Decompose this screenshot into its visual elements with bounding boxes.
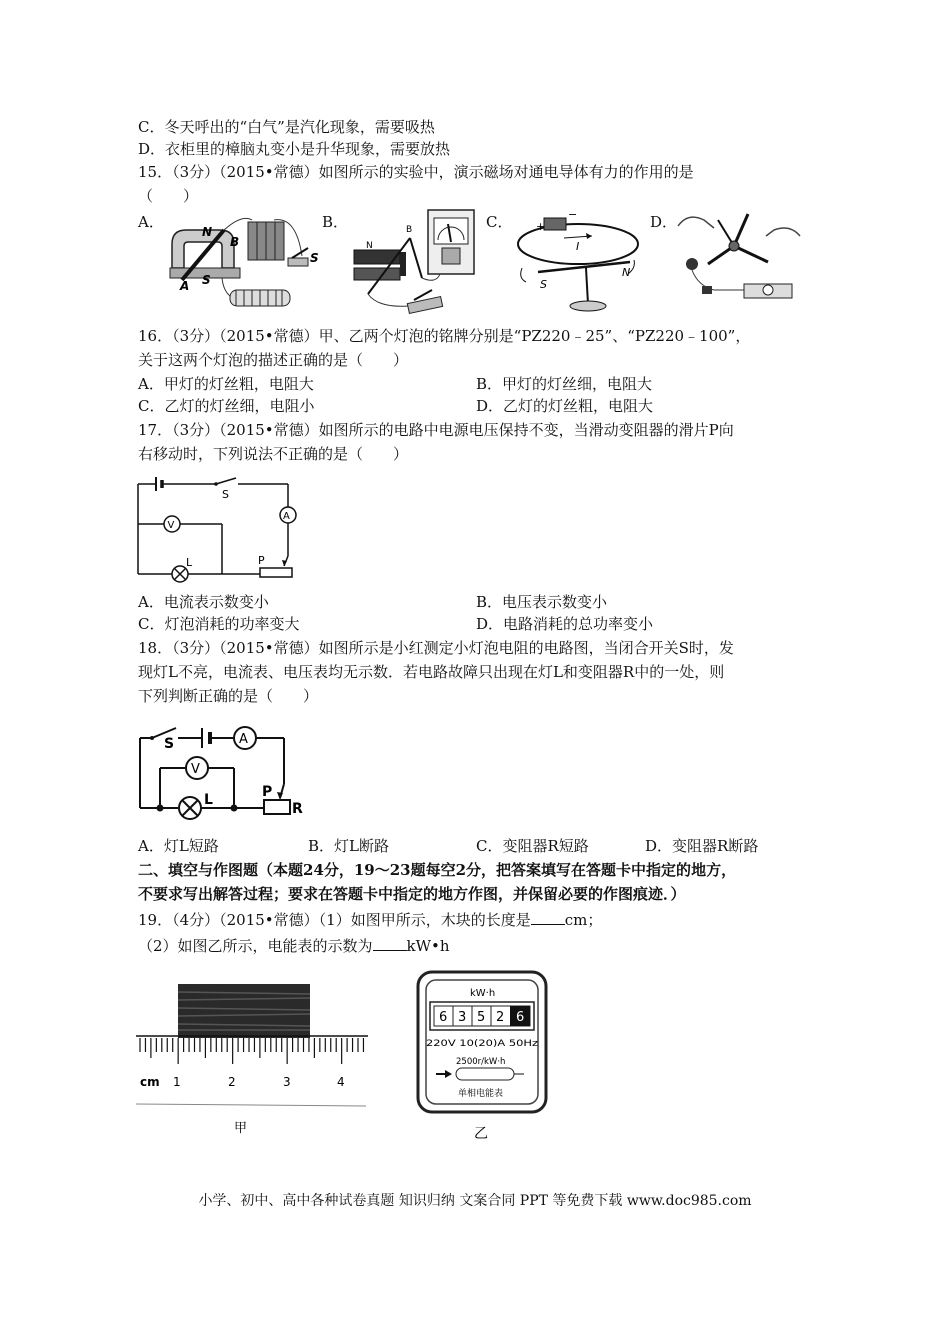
q15-stem: 15．（3分）（2015•常德）如图所示的实验中，演示磁场对通电导体有力的作用的是 [138,163,694,181]
q18-option-b: B．灯L断路 [308,837,389,855]
q14-option-d: D．衣柜里的樟脑丸变小是升华现象，需要放热 [138,140,451,158]
q18-stem-line2: 现灯L不亮，电流表、电压表均无示数．若电路故障只出现在灯L和变阻器R中的一处，则 [138,663,725,681]
q18-option-c: C．变阻器R短路 [476,837,589,855]
q17-option-c: C．灯泡消耗的功率变大 [138,615,300,633]
fig15a-s: S [202,273,211,287]
q18-option-d: D．变阻器R断路 [645,837,759,855]
ruler-unit-label: cm [140,1075,160,1089]
fig15a-b: B [230,235,240,249]
ruler-tick-label-3: 3 [283,1075,291,1089]
ruler-tick-label-4: 4 [337,1075,345,1089]
fig15c-n: N [622,266,631,279]
q15-paren: （ ） [138,187,199,205]
q18-option-a: A．灯L短路 [138,837,219,855]
ruler-caption: 甲 [234,1121,248,1136]
q19-stem-1b: cm； [564,911,603,929]
fig15b-n: N [366,241,373,251]
ruler-figure [136,980,370,1140]
meter-caption: 乙 [474,1126,488,1142]
section2-heading-line2: 不要求写出解答过程；要求在答题卡中指定的地方作图，并保留必要的作图痕迹．） [138,885,686,903]
q14-option-c: C．冬天呼出的“白气”是汽化现象，需要吸热 [138,118,435,136]
fig15c-i: I [576,240,580,253]
meter-digit-5: 6 [516,1010,525,1025]
fig15a-s2: S [310,251,319,265]
q16-option-a: A．甲灯的灯丝粗，电阻大 [138,375,314,393]
q18-circuit-diagram [132,716,312,824]
c18-lamp-label: L [204,792,213,808]
q15-label-b: B． [322,213,349,231]
q15-label-c: C． [486,213,513,231]
fig15a-a: A [180,279,190,293]
meter-name: 单相电能表 [458,1089,504,1099]
ruler-ticks [140,1038,363,1064]
q17-stem-line1: 17．（3分）（2015•常德）如图所示的电路中电源电压保持不变，当滑动变阻器的滑片P向 [138,421,734,439]
q17-option-d: D．电路消耗的总功率变小 [476,615,654,633]
q19-blank-1 [531,910,565,925]
page-footer: 小学、初中、高中各种试卷真题 知识归纳 文案合同 PPT 等免费下载 www.doc985.com [198,1193,752,1209]
meter-digit-4: 2 [496,1010,505,1025]
q15-figure-c [510,208,644,316]
q19-stem-line1 [138,910,602,930]
meter-rate: 2500r/kW·h [456,1057,506,1067]
c17-lamp-label: L [186,556,193,569]
q19-stem-1a: 19．（4分）（2015•常德）（1）如图甲所示，木块的长度是 [138,911,531,929]
meter-spec: 220V 10(20)A 50Hz [426,1039,539,1049]
q19-blank-2 [373,936,407,951]
fig15b-b: B [406,225,413,235]
c18-ammeter-label: A [239,732,248,747]
q18-stem-line1: 18．（3分）（2015•常德）如图所示是小红测定小灯泡电阻的电路图，当闭合开关S时，发 [138,639,734,657]
q15-label-d: D． [650,213,678,231]
c18-voltmeter-label: V [191,762,200,777]
c18-rheostat-label: R [292,801,303,817]
q17-stem-line2: 右移动时，下列说法不正确的是（ ） [138,445,409,463]
q16-option-b: B．甲灯的灯丝细，电阻大 [476,375,653,393]
q15-label-a: A． [138,213,164,231]
fig15c-plus: + [536,220,546,233]
q17-circuit-diagram [132,474,304,586]
q18-stem-line3: 下列判断正确的是（ ） [138,687,319,705]
c17-ammeter-label: A [283,511,290,522]
meter-digit-3: 5 [477,1010,486,1025]
c18-slider-label: P [262,784,273,800]
q17-option-a: A．电流表示数变小 [138,593,269,611]
ruler-tick-label-1: 1 [173,1075,181,1089]
c17-slider-label: P [258,554,265,567]
fig15c-s: S [540,278,547,291]
q15-figure-d [674,206,804,316]
q15-figure-a [162,208,322,314]
ruler-tick-label-2: 2 [228,1075,236,1089]
fig15a-n: N [202,225,213,239]
c17-switch-label: S [222,488,229,501]
q15-figure-b [348,208,484,316]
q17-option-b: B．电压表示数变小 [476,593,608,611]
q16-stem-line1: 16．（3分）（2015•常德）甲、乙两个灯泡的铭牌分别是“PZ220﹣25”、“PZ220﹣100”， [138,327,751,345]
section2-heading-line1: 二、填空与作图题（本题24分，19～23题每空2分，把答案填写在答题卡中指定的地方， [138,861,737,879]
energy-meter-figure [412,968,552,1144]
q19-stem-2b: kW•h [406,937,450,955]
q19-stem-line2 [138,936,450,956]
c17-voltmeter-label: V [167,520,175,531]
q19-stem-2a: （2）如图乙所示，电能表的示数为 [138,937,373,955]
q16-option-d: D．乙灯的灯丝粗，电阻大 [476,397,654,415]
meter-digit-1: 6 [439,1010,448,1025]
meter-unit-label: kW·h [470,988,496,999]
q16-option-c: C．乙灯的灯丝细，电阻小 [138,397,315,415]
meter-digit-2: 3 [458,1010,467,1025]
q16-stem-line2: 关于这两个灯泡的描述正确的是（ ） [138,351,409,369]
c18-switch-label: S [164,736,175,752]
fig15c-minus: − [568,208,578,221]
